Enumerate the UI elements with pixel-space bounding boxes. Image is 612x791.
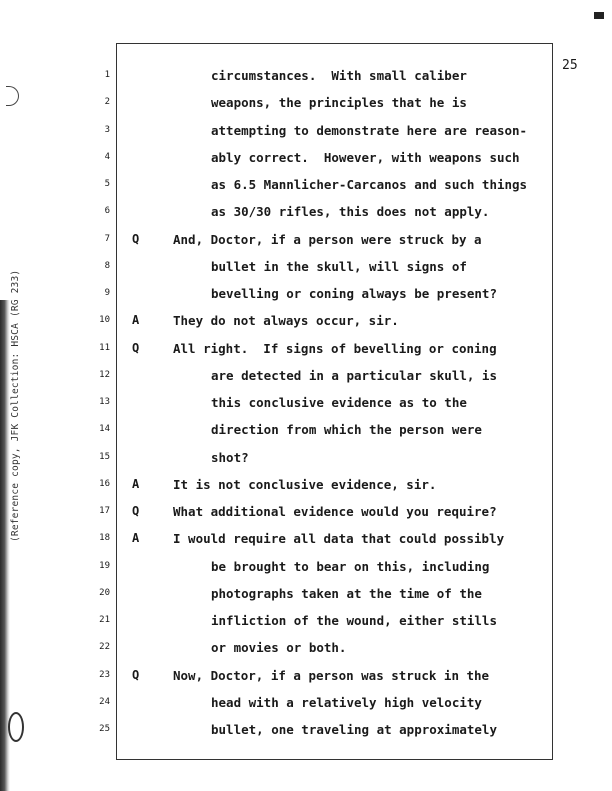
reference-stamp: (Reference copy, JFK Collection: HSCA (RG 233) bbox=[10, 269, 21, 542]
transcript-line: are detected in a particular skull, is bbox=[211, 368, 497, 383]
line-number: 6 bbox=[104, 206, 110, 216]
scan-mark bbox=[6, 86, 19, 106]
transcript-line: be brought to bear on this, including bbox=[211, 559, 490, 574]
transcript-line: What additional evidence would you require? bbox=[173, 504, 497, 519]
line-number: 3 bbox=[104, 125, 110, 135]
transcript-line: It is not conclusive evidence, sir. bbox=[173, 477, 437, 492]
line-number: 15 bbox=[99, 452, 110, 462]
transcript-line: They do not always occur, sir. bbox=[173, 313, 399, 328]
speaker-label: Q bbox=[132, 341, 140, 355]
speaker-label: A bbox=[132, 531, 140, 545]
transcript-line: bullet, one traveling at approximately bbox=[211, 722, 497, 737]
speaker-label: A bbox=[132, 313, 140, 327]
line-number: 22 bbox=[99, 642, 110, 652]
transcript-line: And, Doctor, if a person were struck by a bbox=[173, 232, 482, 247]
line-number: 8 bbox=[104, 261, 110, 271]
line-number: 18 bbox=[99, 533, 110, 543]
line-number: 17 bbox=[99, 506, 110, 516]
speaker-label: Q bbox=[132, 232, 140, 246]
transcript-line: circumstances. With small caliber bbox=[211, 68, 467, 83]
binder-hole-icon bbox=[8, 712, 24, 742]
line-number: 2 bbox=[104, 97, 110, 107]
transcript-line: or movies or both. bbox=[211, 640, 347, 655]
line-number: 13 bbox=[99, 397, 110, 407]
transcript-line: direction from which the person were bbox=[211, 422, 482, 437]
line-number: 10 bbox=[99, 315, 110, 325]
speaker-label: Q bbox=[132, 668, 140, 682]
transcript-line: as 6.5 Mannlicher-Carcanos and such things bbox=[211, 177, 528, 192]
speaker-label: Q bbox=[132, 504, 140, 518]
transcript-line: shot? bbox=[211, 450, 249, 465]
transcript-line: photographs taken at the time of the bbox=[211, 586, 482, 601]
transcript-line: this conclusive evidence as to the bbox=[211, 395, 467, 410]
transcript-line: I would require all data that could possibly bbox=[173, 531, 505, 546]
speaker-label: A bbox=[132, 477, 140, 491]
transcript-line: infliction of the wound, either stills bbox=[211, 613, 497, 628]
page-number: 25 bbox=[562, 58, 578, 73]
line-number: 4 bbox=[104, 152, 110, 162]
transcript-line: bullet in the skull, will signs of bbox=[211, 259, 467, 274]
line-number: 16 bbox=[99, 479, 110, 489]
line-number: 9 bbox=[104, 288, 110, 298]
line-number: 20 bbox=[99, 588, 110, 598]
line-number: 7 bbox=[104, 234, 110, 244]
line-number: 25 bbox=[99, 724, 110, 734]
transcript-line: Now, Doctor, if a person was struck in the bbox=[173, 668, 490, 683]
line-number: 11 bbox=[99, 343, 110, 353]
transcript-line: as 30/30 rifles, this does not apply. bbox=[211, 204, 490, 219]
scan-speck bbox=[594, 12, 604, 19]
line-number: 12 bbox=[99, 370, 110, 380]
line-number: 24 bbox=[99, 697, 110, 707]
line-number: 5 bbox=[104, 179, 110, 189]
transcript-line: ably correct. However, with weapons such bbox=[211, 150, 520, 165]
transcript-line: bevelling or coning always be present? bbox=[211, 286, 497, 301]
line-number: 14 bbox=[99, 424, 110, 434]
line-number: 1 bbox=[104, 70, 110, 80]
line-number: 23 bbox=[99, 670, 110, 680]
line-number: 19 bbox=[99, 561, 110, 571]
transcript-line: All right. If signs of bevelling or coning bbox=[173, 341, 497, 356]
line-number: 21 bbox=[99, 615, 110, 625]
transcript-line: head with a relatively high velocity bbox=[211, 695, 482, 710]
transcript-line: attempting to demonstrate here are reason- bbox=[211, 123, 528, 138]
transcript-line: weapons, the principles that he is bbox=[211, 95, 467, 110]
